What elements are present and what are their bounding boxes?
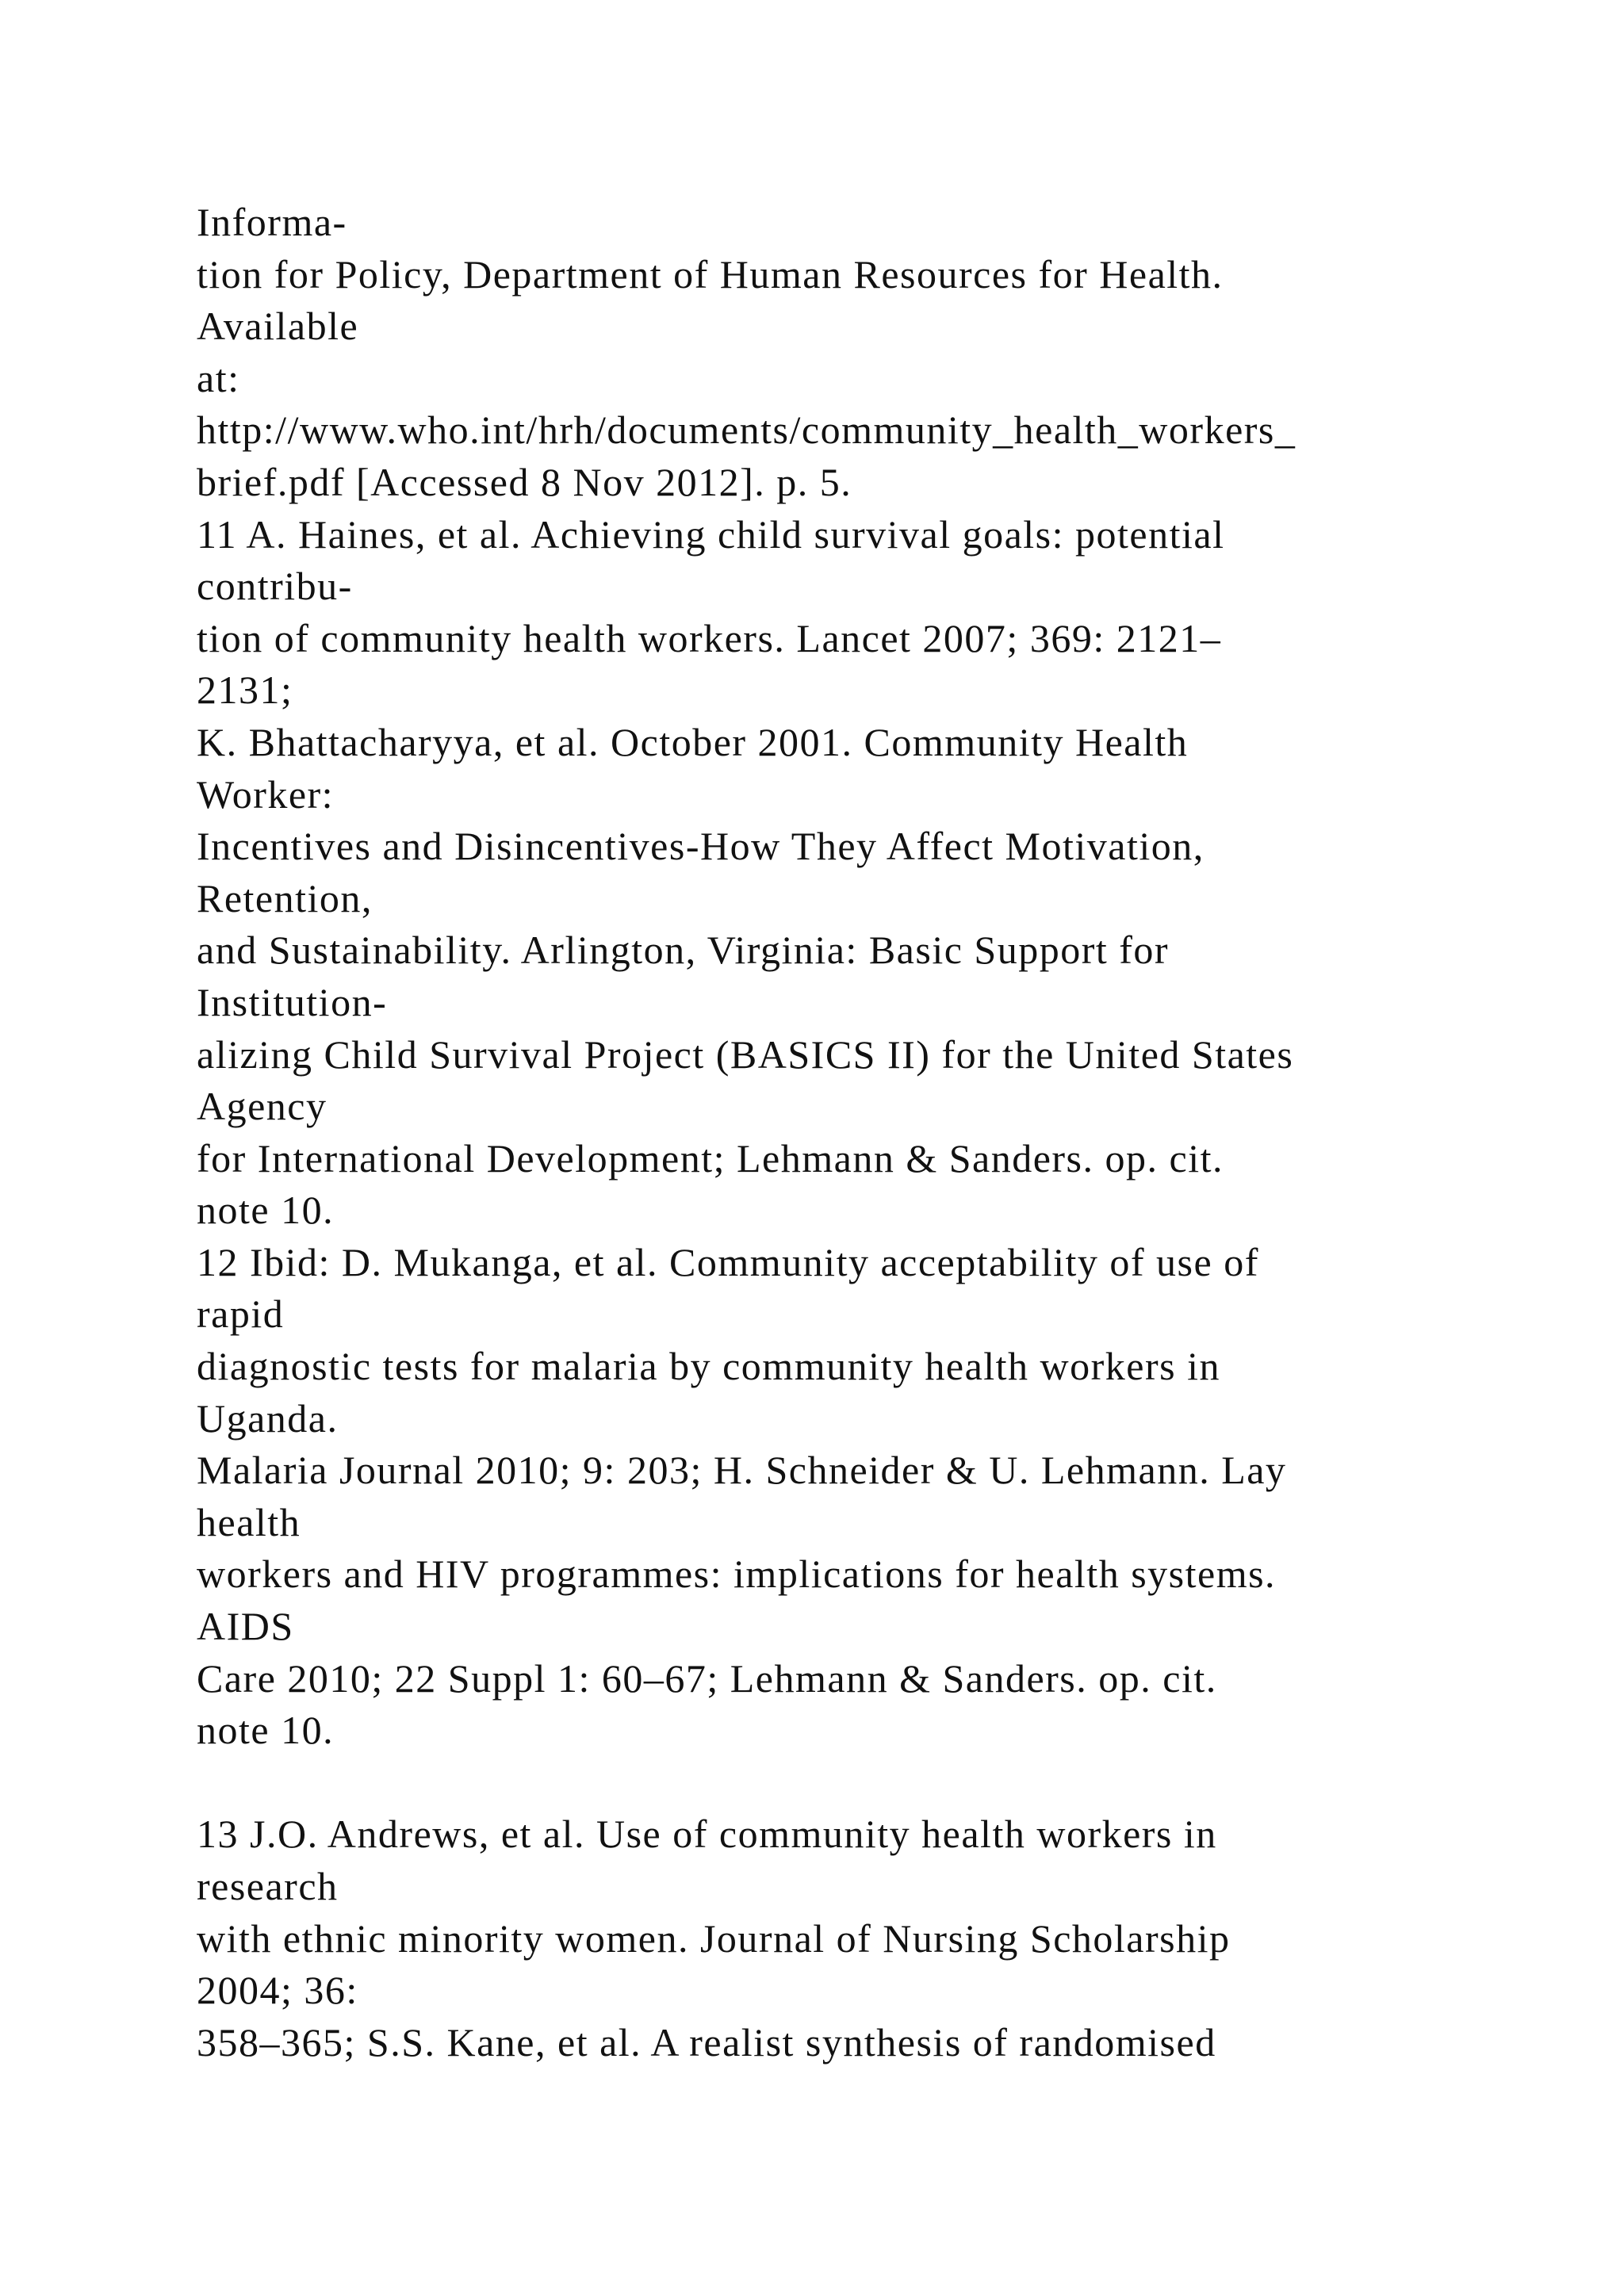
references-text [197, 197, 1545, 2068]
reference-11-start: 11 A. Haines, et al. Achieving child survival goals: potential [197, 511, 1225, 557]
text-line: Incentives and Disincentives-How They Affect Motivation, [197, 824, 1205, 869]
text-line: K. Bhattacharyya, et al. October 2001. Community Health [197, 719, 1189, 764]
text-line: contribu- [197, 564, 353, 609]
text-line: 358–365; S.S. Kane, et al. A realist synthesis of randomised [197, 2019, 1216, 2064]
text-line: tion for Policy, Department of Human Resources for Health. [197, 251, 1224, 297]
text-line: tion of community health workers. Lancet 2007; 369: 2121– [197, 615, 1222, 660]
text-line: Institution- [197, 979, 388, 1024]
text-line: Agency [197, 1084, 327, 1129]
text-line: http://www.who.int/hrh/documents/community_health_workers_ [197, 408, 1297, 453]
reference-12-start: 12 Ibid: D. Mukanga, et al. Community acceptability of use of [197, 1239, 1259, 1284]
text-line: Malaria Journal 2010; 9: 203; H. Schneider & U. Lehmann. Lay [197, 1448, 1287, 1493]
text-line: note 10. [197, 1708, 335, 1753]
text-line: note 10. [197, 1188, 335, 1233]
text-line: Retention, [197, 875, 373, 920]
text-line: for International Development; Lehmann & Sanders. op. cit. [197, 1135, 1224, 1181]
text-line: 2131; [197, 668, 293, 713]
text-line: Care 2010; 22 Suppl 1: 60–67; Lehmann & Sanders. op. cit. [197, 1655, 1217, 1701]
text-line: AIDS [197, 1604, 294, 1649]
reference-13-start: 13 J.O. Andrews, et al. Use of community health workers in [197, 1812, 1217, 1857]
text-line: workers and HIV programmes: implications for health systems. [197, 1552, 1277, 1597]
text-line: health [197, 1499, 301, 1544]
text-line: brief.pdf [Accessed 8 Nov 2012]. p. 5. [197, 459, 852, 504]
text-line: Informa- [197, 200, 347, 244]
text-line: alizing Child Survival Project (BASICS II) for the United States [197, 1031, 1294, 1077]
text-line: Available [197, 304, 359, 349]
text-line: Uganda. [197, 1395, 339, 1441]
text-line: research [197, 1864, 339, 1908]
text-line: at: [197, 355, 240, 400]
text-line: diagnostic tests for malaria by community health workers in [197, 1344, 1220, 1389]
paragraph-gap [197, 1757, 1545, 1809]
text-line: Worker: [197, 771, 335, 817]
text-line: with ethnic minority women. Journal of Nursing Scholarship [197, 1915, 1231, 1961]
text-line: and Sustainability. Arlington, Virginia: Basic Support for [197, 928, 1170, 973]
text-line: 2004; 36: [197, 1968, 358, 2013]
text-line: rapid [197, 1292, 285, 1337]
